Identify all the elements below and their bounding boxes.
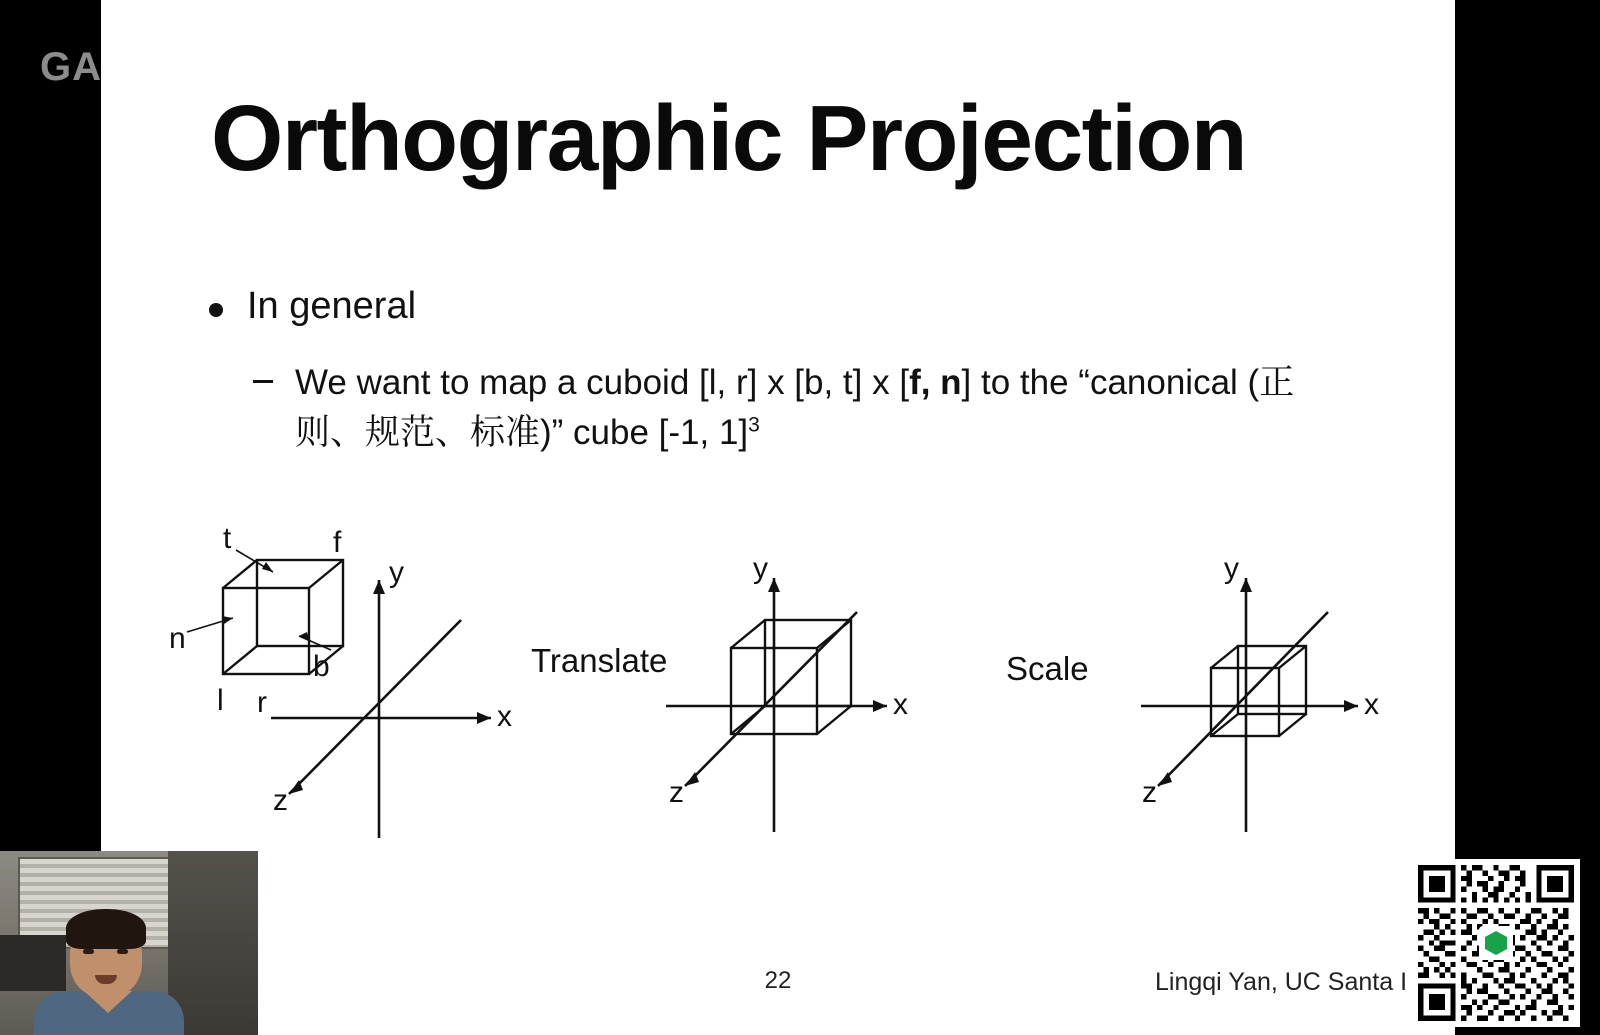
figure1-label-n: n	[169, 622, 186, 655]
figure1-label-b: b	[313, 650, 330, 683]
bullet-l2-text: We want to map a cuboid [l, r] x [b, t] x [f, n] to the “canonical (正则、规范、标准)” cube [-1, 1]$^3$	[295, 363, 1295, 452]
qr-center-logo	[1479, 926, 1513, 960]
figure3-label-x: x	[1364, 688, 1379, 721]
figure-scale-step	[1136, 520, 1436, 850]
figure-translate-step	[661, 520, 961, 850]
bilibili-logo-icon: bilibili	[396, 41, 514, 94]
figure3-label-z: z	[1142, 776, 1157, 809]
figure2-label-y: y	[753, 552, 768, 585]
figure1-label-l: l	[217, 684, 224, 717]
dark-panel	[0, 935, 66, 991]
presenter-eye-right	[117, 949, 128, 954]
bullet-in-general	[209, 285, 416, 328]
bullet-dot-icon	[209, 303, 223, 317]
figure1-label-z: z	[273, 784, 288, 817]
figure1-label-r: r	[257, 686, 267, 719]
shelf	[168, 851, 258, 1035]
slide-surface	[101, 0, 1455, 1035]
qr-code-pattern	[1418, 865, 1574, 1021]
author-credit: Lingqi Yan, UC Santa I	[1155, 968, 1408, 996]
figure1-label-f: f	[333, 526, 342, 559]
presenter-eye-left	[83, 949, 94, 954]
figure-caption-scale: Scale	[1006, 650, 1089, 687]
figure2-label-z: z	[669, 776, 684, 809]
presenter-hair	[66, 909, 146, 949]
figure-caption-translate: Translate	[531, 642, 668, 679]
watermark-text: GAMES-Webinar	[40, 45, 371, 90]
bullet-dash-icon	[253, 380, 273, 383]
page-title: Orthographic Projection	[211, 86, 1247, 190]
figure3-label-y: y	[1224, 552, 1239, 585]
figure1-label-x: x	[497, 700, 512, 733]
qr-code[interactable]	[1412, 859, 1580, 1027]
figure-row	[101, 520, 1455, 850]
hexagon-logo-icon	[1485, 931, 1507, 955]
bullet-l1-text: In general	[247, 285, 417, 327]
bullet-map-cuboid	[253, 358, 1313, 457]
page-number: 22	[764, 967, 792, 994]
figure1-label-t: t	[223, 522, 232, 555]
webcam-pip[interactable]	[0, 851, 258, 1035]
figure2-label-x: x	[893, 688, 908, 721]
figure1-label-y: y	[389, 556, 404, 589]
figure-cuboid-labeled	[161, 520, 631, 850]
